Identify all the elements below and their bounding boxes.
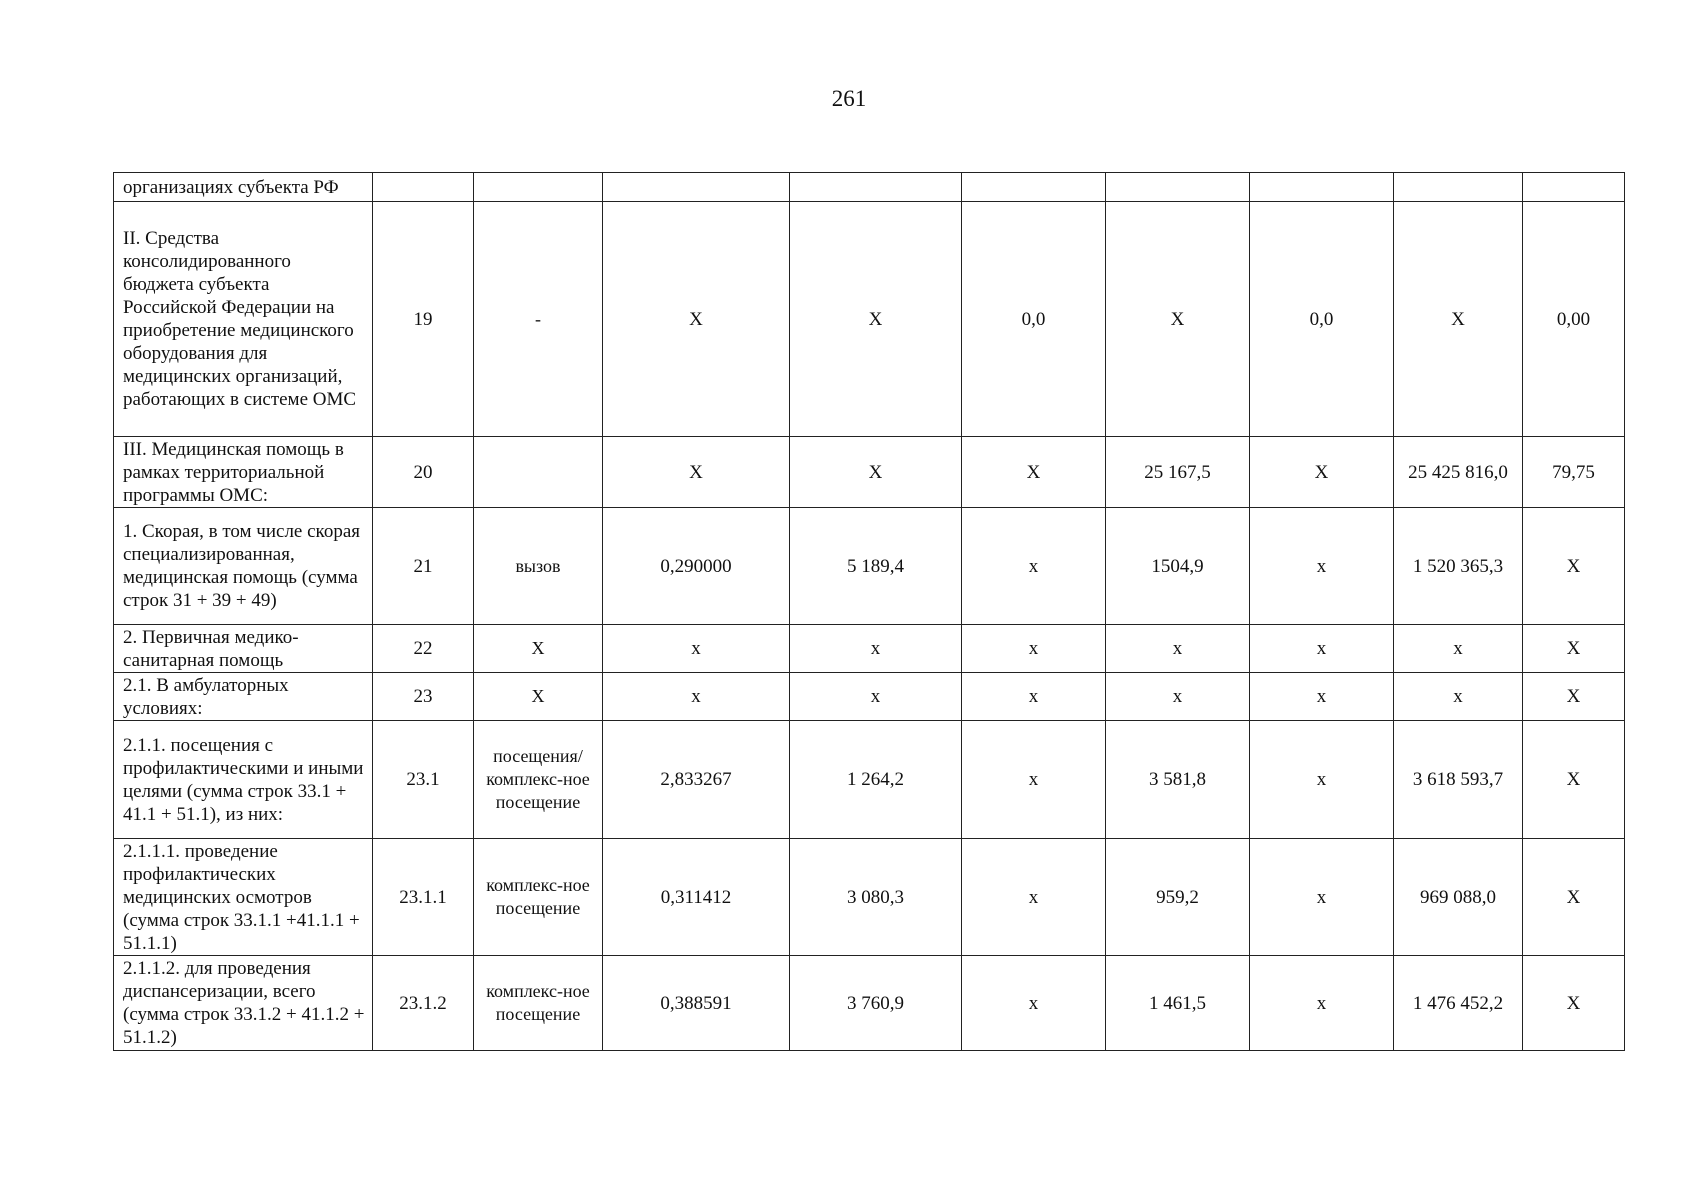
value-cell: х	[1250, 508, 1394, 625]
value-cell: X	[1523, 956, 1625, 1051]
value-cell: X	[1523, 508, 1625, 625]
value-cell: X	[1523, 625, 1625, 673]
value-cell: х	[1250, 625, 1394, 673]
value-cell: х	[962, 625, 1106, 673]
unit-cell: -	[474, 202, 603, 437]
value-cell	[603, 173, 790, 202]
value-cell: X	[790, 437, 962, 508]
data-table	[113, 172, 1625, 1051]
table-row	[114, 202, 1625, 437]
unit-cell: Х	[474, 673, 603, 721]
value-cell: х	[1394, 625, 1523, 673]
value-cell	[962, 173, 1106, 202]
value-cell: 1 461,5	[1106, 956, 1250, 1051]
value-cell: 0,290000	[603, 508, 790, 625]
value-cell: X	[962, 437, 1106, 508]
value-cell: 0,0	[1250, 202, 1394, 437]
page-number: 261	[831, 86, 867, 111]
value-cell: X	[603, 437, 790, 508]
row-name: III. Медицинская помощь в рамках территориальной программы ОМС:	[114, 437, 373, 508]
value-cell	[1394, 173, 1523, 202]
row-number: 23	[373, 673, 474, 721]
value-cell: 969 088,0	[1394, 839, 1523, 956]
value-cell: 3 080,3	[790, 839, 962, 956]
row-name: организациях субъекта РФ	[114, 173, 373, 202]
value-cell: 5 189,4	[790, 508, 962, 625]
value-cell: х	[1106, 625, 1250, 673]
value-cell: 25 425 816,0	[1394, 437, 1523, 508]
value-cell: 0,00	[1523, 202, 1625, 437]
value-cell: 0,0	[962, 202, 1106, 437]
value-cell	[1106, 173, 1250, 202]
value-cell: х	[962, 508, 1106, 625]
value-cell: х	[1250, 721, 1394, 839]
value-cell: 3 760,9	[790, 956, 962, 1051]
value-cell: 1 264,2	[790, 721, 962, 839]
value-cell: X	[603, 202, 790, 437]
value-cell	[1250, 173, 1394, 202]
row-number: 20	[373, 437, 474, 508]
row-name: 2. Первичная медико-санитарная помощь	[114, 625, 373, 673]
value-cell	[790, 173, 962, 202]
value-cell: 2,833267	[603, 721, 790, 839]
value-cell: 0,388591	[603, 956, 790, 1051]
value-cell: х	[962, 673, 1106, 721]
row-number: 23.1.2	[373, 956, 474, 1051]
unit-cell	[474, 437, 603, 508]
table-row	[114, 721, 1625, 839]
unit-cell: посещения/ комплекс-ное посещение	[474, 721, 603, 839]
value-cell: 1 520 365,3	[1394, 508, 1523, 625]
value-cell: х	[1106, 673, 1250, 721]
row-name: 2.1.1.2. для проведения диспансеризации, всего (сумма строк 33.1.2 + 41.1.2 + 51.1.2)	[114, 956, 373, 1051]
row-number: 23.1.1	[373, 839, 474, 956]
row-name: II. Средства консолидированного бюджета субъекта Российской Федерации на приобретение медицинского оборудования для медицинских организаций, работающих в системе ОМС	[114, 202, 373, 437]
value-cell: х	[1394, 673, 1523, 721]
value-cell: 959,2	[1106, 839, 1250, 956]
unit-cell: комплекс-ное посещение	[474, 839, 603, 956]
value-cell: х	[790, 673, 962, 721]
value-cell: х	[790, 625, 962, 673]
row-name: 2.1.1. посещения с профилактическими и иными целями (сумма строк 33.1 + 41.1 + 51.1), из них:	[114, 721, 373, 839]
value-cell: X	[790, 202, 962, 437]
table-row	[114, 625, 1625, 673]
value-cell: 3 618 593,7	[1394, 721, 1523, 839]
value-cell: 25 167,5	[1106, 437, 1250, 508]
value-cell: X	[1106, 202, 1250, 437]
row-number: 19	[373, 202, 474, 437]
row-name: 2.1. В амбулаторных условиях:	[114, 673, 373, 721]
value-cell: х	[603, 673, 790, 721]
table-row	[114, 173, 1625, 202]
value-cell: X	[1523, 673, 1625, 721]
unit-cell	[474, 173, 603, 202]
value-cell: X	[1250, 437, 1394, 508]
table-row	[114, 956, 1625, 1051]
value-cell: X	[1523, 839, 1625, 956]
value-cell: 1 476 452,2	[1394, 956, 1523, 1051]
row-number: 23.1	[373, 721, 474, 839]
value-cell: х	[1250, 956, 1394, 1051]
unit-cell: вызов	[474, 508, 603, 625]
row-name: 2.1.1.1. проведение профилактических медицинских осмотров (сумма строк 33.1.1 +41.1.1 + 51.1.1)	[114, 839, 373, 956]
unit-cell: Х	[474, 625, 603, 673]
value-cell: х	[962, 721, 1106, 839]
table-row	[114, 673, 1625, 721]
table-row	[114, 839, 1625, 956]
value-cell: 1504,9	[1106, 508, 1250, 625]
value-cell	[1523, 173, 1625, 202]
row-number: 21	[373, 508, 474, 625]
value-cell: х	[962, 839, 1106, 956]
row-number: 22	[373, 625, 474, 673]
row-number	[373, 173, 474, 202]
value-cell: х	[1250, 673, 1394, 721]
value-cell: X	[1394, 202, 1523, 437]
value-cell: х	[603, 625, 790, 673]
value-cell: 3 581,8	[1106, 721, 1250, 839]
table-row	[114, 437, 1625, 508]
value-cell: 0,311412	[603, 839, 790, 956]
unit-cell: комплекс-ное посещение	[474, 956, 603, 1051]
value-cell: 79,75	[1523, 437, 1625, 508]
value-cell: х	[962, 956, 1106, 1051]
table-row	[114, 508, 1625, 625]
row-name: 1. Скорая, в том числе скорая специализированная, медицинская помощь (сумма строк 31 + 39 + 49)	[114, 508, 373, 625]
value-cell: х	[1250, 839, 1394, 956]
value-cell: X	[1523, 721, 1625, 839]
